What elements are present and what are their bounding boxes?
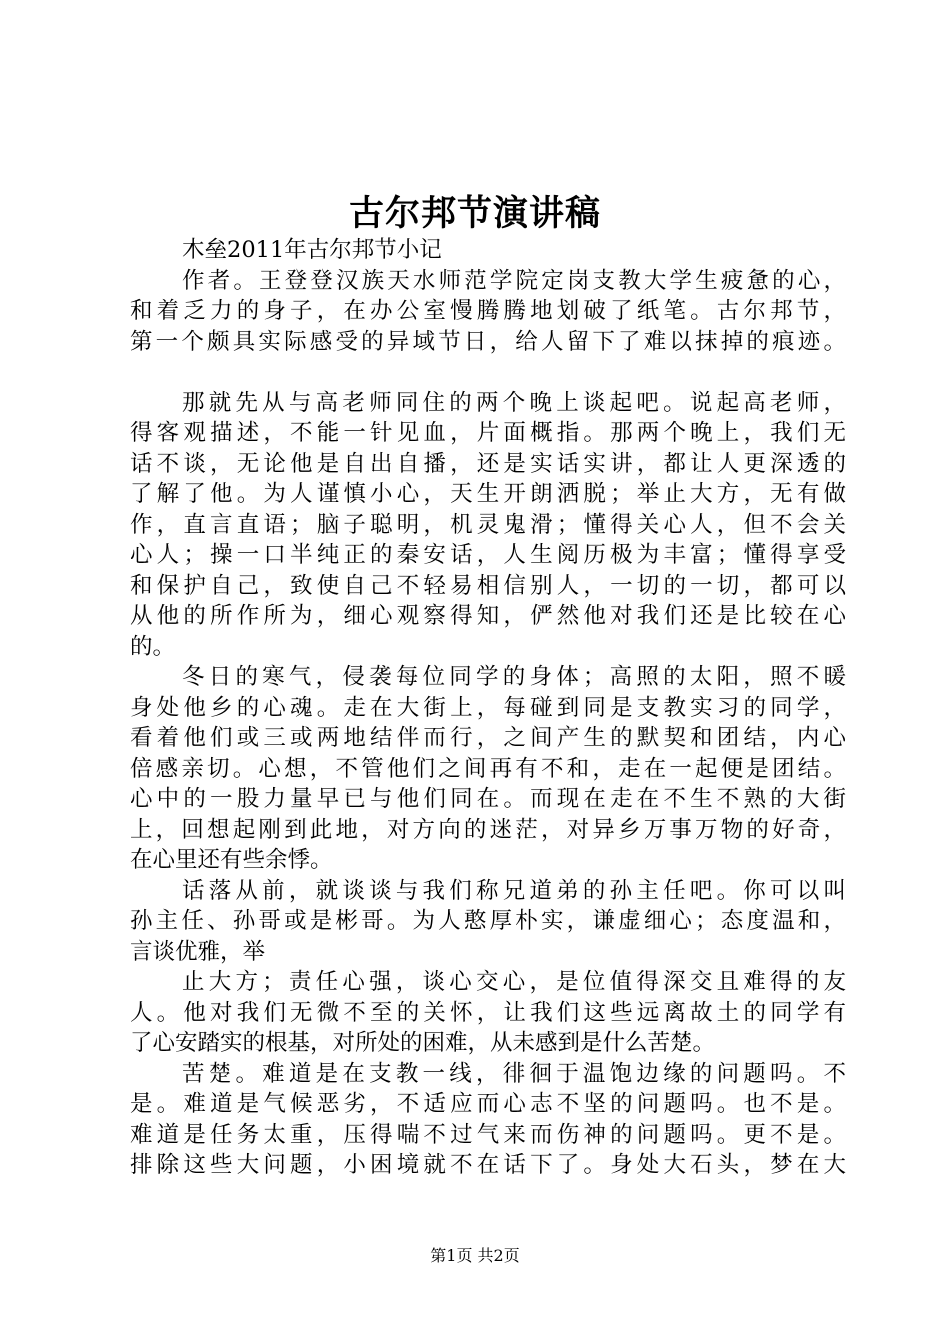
text-line: 人。他对我们无微不至的关怀，让我们这些远离故土的同学有	[130, 999, 846, 1026]
text-line: 是。难道是气候恶劣，不适应而心志不坚的问题吗。也不是。	[130, 1091, 846, 1117]
text-line: 话不谈，无论他是自出自播，还是实话实讲，都让人更深透的	[130, 450, 846, 477]
text-line: 第一个颇具实际感受的异域节日，给人留下了难以抹掉的痕迹。	[130, 328, 846, 355]
text-line: 心人；操一口半纯正的秦安话，人生阅历极为丰富；懂得享受	[130, 542, 846, 568]
text-line: 和着乏力的身子，在办公室慢腾腾地划破了纸笔。古尔邦节，	[130, 298, 846, 324]
text-line: 在心里还有些余悸。	[130, 847, 333, 873]
text-line: 了心安踏实的根基，对所处的困难，从未感到是什么苦楚。	[130, 1030, 716, 1056]
text-line: 作，直言直语；脑子聪明，机灵鬼滑；懂得关心人，但不会关	[130, 511, 846, 538]
paragraph-gap	[130, 357, 846, 388]
text-line: 冬日的寒气，侵袭每位同学的身体；高照的太阳，照不暖	[182, 664, 846, 690]
text-line: 和保护自己，致使自己不轻易相信别人，一切的一切，都可以	[130, 572, 846, 599]
text-line: 难道是任务太重，压得喘不过气来而伤神的问题吗。更不是。	[130, 1121, 846, 1148]
subtitle-line: 木垒2011年古尔邦节小记	[182, 237, 442, 263]
text-line: 身处他乡的心魂。走在大街上，每碰到同是支教实习的同学，	[130, 694, 846, 721]
page-number-footer: 第1页 共2页	[430, 1246, 520, 1265]
text-line: 倍感亲切。心想，不管他们之间再有不和，走在一起便是团结。	[130, 755, 846, 782]
text-line: 得客观描述，不能一针见血，片面概指。那两个晚上，我们无	[130, 420, 846, 446]
text-line: 话落从前，就谈谈与我们称兄道弟的孙主任吧。你可以叫	[182, 877, 846, 904]
text-line: 作者。王登登汉族天水师范学院定岗支教大学生疲惫的心，	[182, 267, 846, 294]
document-body	[130, 235, 846, 1181]
text-line: 心中的一股力量早已与他们同在。而现在走在不生不熟的大街	[130, 786, 846, 812]
text-line: 的。	[130, 633, 176, 660]
text-line: 止大方；责任心强，谈心交心，是位值得深交且难得的友	[182, 969, 846, 995]
text-line: 苦楚。难道是在支教一线，徘徊于温饱边缘的问题吗。不	[182, 1060, 846, 1087]
text-line: 从他的所作所为，细心观察得知，俨然他对我们还是比较在心	[130, 603, 846, 629]
document-title: 古尔邦节演讲稿	[348, 193, 601, 234]
text-line: 言谈优雅，举	[130, 938, 266, 965]
text-line: 看着他们或三或两地结伴而行，之间产生的默契和团结，内心	[130, 725, 846, 751]
text-line: 孙主任、孙哥或是彬哥。为人憨厚朴实，谦虚细心；态度温和，	[130, 908, 846, 934]
text-line: 了解了他。为人谨慎小心，天生开朗洒脱；举止大方，无有做	[130, 481, 846, 507]
text-line: 那就先从与高老师同住的两个晚上谈起吧。说起高老师，	[182, 389, 846, 416]
text-line: 上，回想起刚到此地，对方向的迷茫，对异乡万事万物的好奇，	[130, 816, 846, 843]
text-line: 排除这些大问题，小困境就不在话下了。身处大石头，梦在大	[130, 1152, 846, 1178]
